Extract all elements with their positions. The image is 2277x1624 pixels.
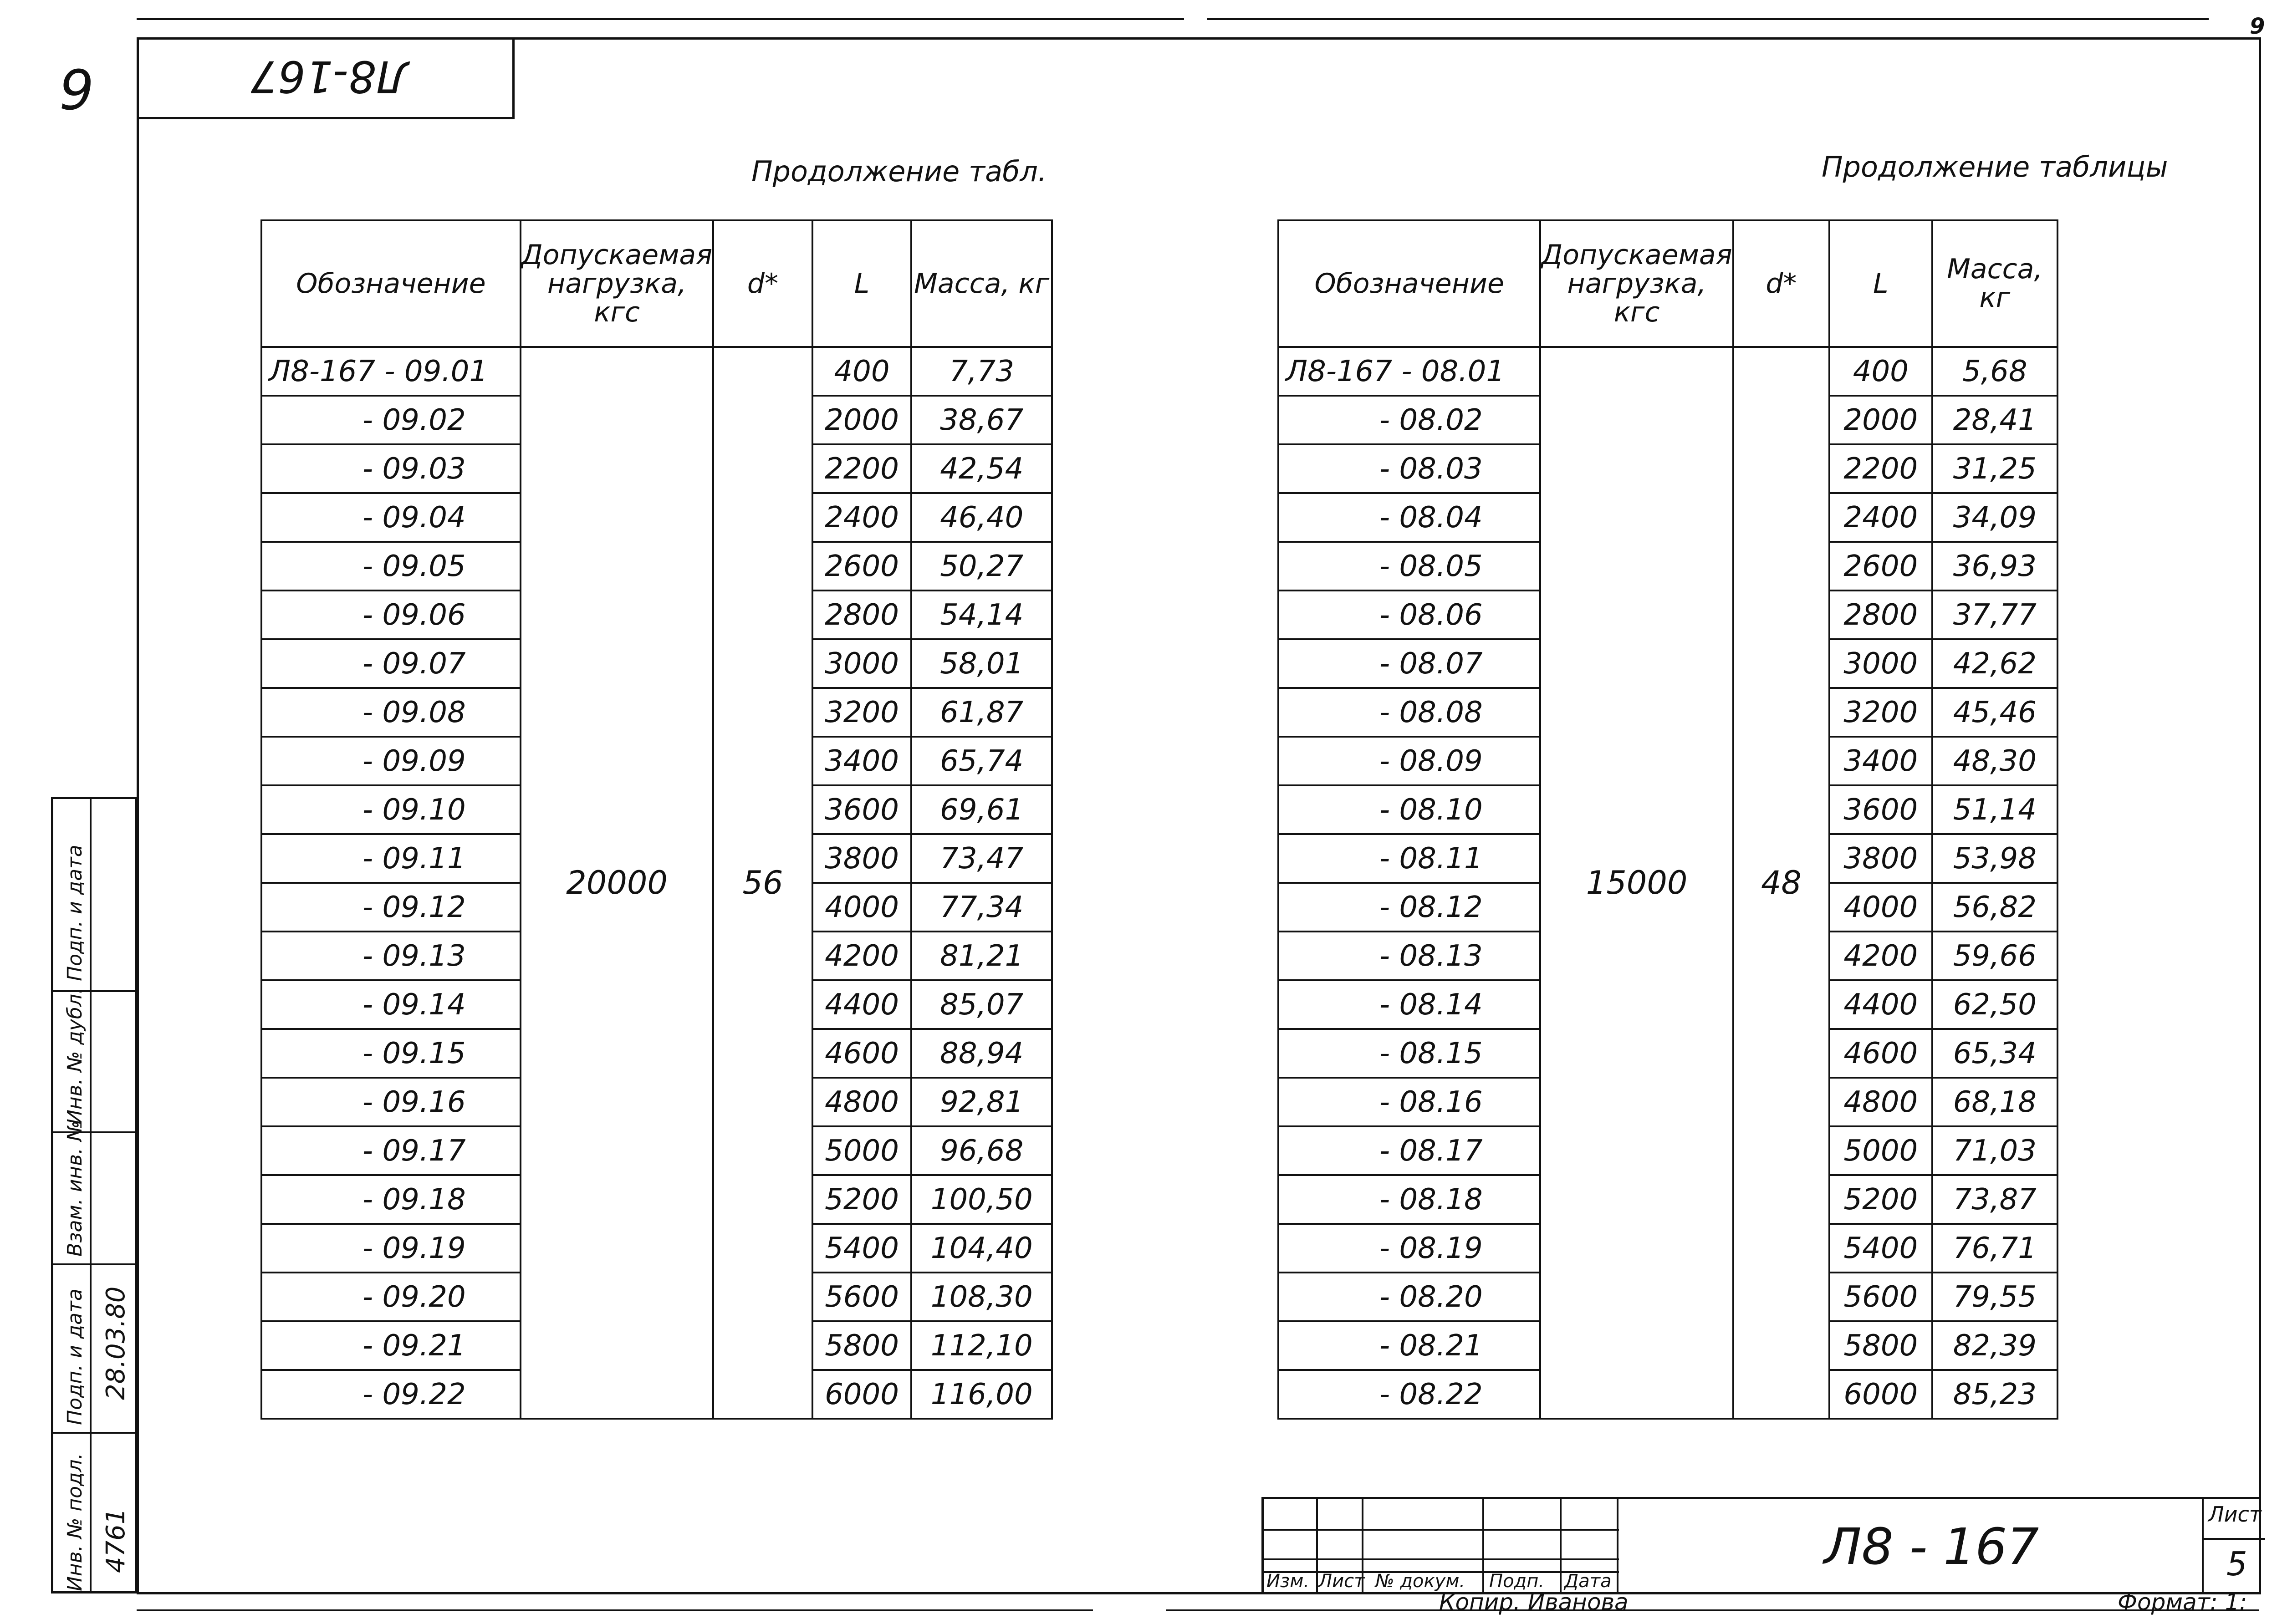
cell-length: 4800 [1829,1078,1932,1126]
cell-mass: 73,87 [1932,1175,2057,1224]
header-allowed-load: Допускаемая нагрузка, кгс [1540,220,1733,347]
cell-length: 5800 [1829,1321,1932,1370]
cell-mass: 81,21 [911,932,1052,980]
cell-length: 5600 [1829,1273,1932,1321]
cell-designation: - 08.13 [1278,932,1540,980]
header-d: d* [1733,220,1829,347]
cell-mass: 85,07 [911,980,1052,1029]
cell-mass: 59,66 [1932,932,2057,980]
label-signature: Подп. [1489,1571,1545,1592]
strip-divider [53,1432,135,1434]
cell-designation: - 09.19 [261,1224,521,1273]
cell-designation: - 09.13 [261,932,521,980]
cell-designation: - 09.09 [261,737,521,785]
cell-designation: - 08.07 [1278,639,1540,688]
label-date: Дата [1564,1571,1612,1592]
cell-length: 3800 [812,834,912,883]
cell-mass: 71,03 [1932,1126,2057,1175]
strip-label-replace-inv: Взам. инв. № [63,1120,87,1257]
top-right-page-number: 9 [2250,14,2265,39]
right-continuation-caption: Продолжение таблицы [1822,150,2168,183]
cell-length: 3200 [812,688,912,737]
cell-length: 2200 [1829,444,1932,493]
cell-designation: - 09.11 [261,834,521,883]
cell-mass: 38,67 [911,396,1052,444]
cell-length: 4000 [812,883,912,932]
cell-mass: 50,27 [911,542,1052,591]
cell-designation: - 08.17 [1278,1126,1540,1175]
cell-length: 3000 [1829,639,1932,688]
cut-line [137,18,1184,20]
sheet-label: Лист [2208,1502,2262,1527]
cell-designation: - 08.12 [1278,883,1540,932]
header-L: L [1829,220,1932,347]
cell-designation: - 08.15 [1278,1029,1540,1078]
cell-length: 3000 [812,639,912,688]
header-designation: Обозначение [1278,220,1540,347]
cell-length: 5400 [812,1224,912,1273]
cell-mass: 85,23 [1932,1370,2057,1419]
document-code: Л8 - 167 [1824,1517,2039,1576]
cell-mass: 58,01 [911,639,1052,688]
cell-length: 3600 [812,785,912,834]
corner-page-number: 9 [59,59,94,122]
cell-length: 400 [1829,347,1932,396]
cell-designation: - 09.20 [261,1273,521,1321]
sheet-cell [2202,1499,2265,1594]
left-continuation-caption: Продолжение табл. [751,155,1047,188]
cell-mass: 96,68 [911,1126,1052,1175]
cell-length: 3400 [1829,737,1932,785]
cell-mass: 31,25 [1932,444,2057,493]
cell-length: 6000 [1829,1370,1932,1419]
cell-mass: 36,93 [1932,542,2057,591]
cell-mass: 108,30 [911,1273,1052,1321]
cell-length: 2400 [1829,493,1932,542]
cell-d: 48 [1733,347,1829,1419]
cell-mass: 42,54 [911,444,1052,493]
strip-inventory-number: 4761 [101,1508,131,1573]
cell-length: 4400 [812,980,912,1029]
cell-designation: - 09.02 [261,396,521,444]
cell-designation: - 09.06 [261,591,521,639]
cell-mass: 112,10 [911,1321,1052,1370]
rotated-stamp-box [137,37,515,119]
cell-length: 2200 [812,444,912,493]
strip-divider [53,1263,135,1265]
cell-mass: 45,46 [1932,688,2057,737]
cell-mass: 34,09 [1932,493,2057,542]
side-registration-strip [51,797,138,1593]
cell-designation: - 08.11 [1278,834,1540,883]
cell-mass: 53,98 [1932,834,2057,883]
cell-length: 4600 [1829,1029,1932,1078]
grid-line [1264,1558,1619,1560]
cell-length: 4600 [812,1029,912,1078]
cell-length: 6000 [812,1370,912,1419]
cell-allowed-load: 20000 [521,347,713,1419]
cell-allowed-load: 15000 [1540,347,1733,1419]
cell-mass: 5,68 [1932,347,2057,396]
cell-designation: - 09.05 [261,542,521,591]
cell-length: 2400 [812,493,912,542]
cell-mass: 37,77 [1932,591,2057,639]
title-block [1261,1497,2261,1594]
cell-length: 5000 [1829,1126,1932,1175]
strip-label-sign-date-1: Подп. и дата [63,845,87,981]
cell-mass: 73,47 [911,834,1052,883]
cell-designation: - 08.02 [1278,396,1540,444]
cell-length: 5600 [812,1273,912,1321]
cell-d: 56 [713,347,812,1419]
header-mass: Масса, кг [911,220,1052,347]
cell-designation: - 08.10 [1278,785,1540,834]
header-allowed-load: Допускаемая нагрузка, кгс [521,220,713,347]
cut-line [1166,1609,2259,1611]
cell-length: 4200 [812,932,912,980]
cell-designation: - 08.05 [1278,542,1540,591]
cut-line [1207,18,2209,20]
cell-designation: - 09.14 [261,980,521,1029]
cell-mass: 48,30 [1932,737,2057,785]
cell-designation: - 09.07 [261,639,521,688]
cut-line [137,1609,1093,1611]
cell-designation: - 09.16 [261,1078,521,1126]
cell-designation: - 08.20 [1278,1273,1540,1321]
cell-designation: - 09.21 [261,1321,521,1370]
right-spec-table [1277,219,2058,1420]
cell-mass: 79,55 [1932,1273,2057,1321]
cell-mass: 61,87 [911,688,1052,737]
cell-mass: 42,62 [1932,639,2057,688]
cell-length: 2000 [1829,396,1932,444]
cell-length: 5400 [1829,1224,1932,1273]
table-row [261,347,1052,396]
cell-length: 4000 [1829,883,1932,932]
format-label: Формат: 1: [2118,1589,2247,1615]
cell-designation: - 08.09 [1278,737,1540,785]
grid-line [1482,1499,1484,1594]
header-L: L [812,220,912,347]
cell-mass: 46,40 [911,493,1052,542]
cell-mass: 54,14 [911,591,1052,639]
cell-designation: - 08.03 [1278,444,1540,493]
cell-designation: - 08.16 [1278,1078,1540,1126]
grid-line [1316,1499,1318,1594]
cell-mass: 88,94 [911,1029,1052,1078]
cell-designation: - 08.06 [1278,591,1540,639]
cell-designation: - 09.22 [261,1370,521,1419]
cell-mass: 82,39 [1932,1321,2057,1370]
label-sheet: Лист [1318,1571,1365,1592]
grid-line [1560,1499,1562,1594]
cell-length: 2800 [1829,591,1932,639]
cell-length: 2600 [1829,542,1932,591]
cell-length: 5000 [812,1126,912,1175]
sheet-number: 5 [2226,1545,2247,1583]
cell-length: 2000 [812,396,912,444]
cell-mass: 116,00 [911,1370,1052,1419]
cell-length: 5200 [812,1175,912,1224]
cell-length: 4800 [812,1078,912,1126]
cell-designation: - 08.18 [1278,1175,1540,1224]
cell-mass: 68,18 [1932,1078,2057,1126]
table-row [1278,347,2057,396]
strip-sign-date-value: 28.03.80 [101,1286,131,1400]
cell-designation: - 09.18 [261,1175,521,1224]
cell-designation: - 08.08 [1278,688,1540,737]
cell-length: 3200 [1829,688,1932,737]
cell-length: 2600 [812,542,912,591]
copier-name: Копир. Иванова [1439,1589,1629,1615]
header-mass: Масса, кг [1932,220,2057,347]
left-spec-table [260,219,1053,1420]
cell-mass: 76,71 [1932,1224,2057,1273]
cell-designation: Л8-167 - 09.01 [261,347,521,396]
cell-mass: 7,73 [911,347,1052,396]
cell-length: 400 [812,347,912,396]
cell-mass: 104,40 [911,1224,1052,1273]
grid-line [1264,1529,1619,1531]
cell-length: 4400 [1829,980,1932,1029]
cell-length: 3800 [1829,834,1932,883]
rotated-stamp-code: Л8-167 [250,51,409,101]
cell-designation: - 08.21 [1278,1321,1540,1370]
cell-length: 5800 [812,1321,912,1370]
cell-designation: - 08.04 [1278,493,1540,542]
strip-label-orig-inv: Инв. № подл. [63,1453,87,1591]
cell-mass: 100,50 [911,1175,1052,1224]
label-change: Изм. [1266,1571,1310,1592]
label-doc-number: № докум. [1375,1571,1465,1592]
cell-length: 4200 [1829,932,1932,980]
header-d: d* [713,220,812,347]
cell-designation: - 09.15 [261,1029,521,1078]
cell-designation: - 09.03 [261,444,521,493]
cell-designation: - 08.22 [1278,1370,1540,1419]
cell-designation: - 09.04 [261,493,521,542]
grid-line [1617,1499,1618,1594]
cell-mass: 56,82 [1932,883,2057,932]
cell-designation: - 09.10 [261,785,521,834]
strip-label-sign-date-2: Подп. и дата [63,1288,87,1425]
sheet-divider [2204,1538,2265,1540]
cell-designation: Л8-167 - 08.01 [1278,347,1540,396]
strip-label-dup-inv: Инв. № дубл. [63,987,87,1125]
cell-mass: 65,74 [911,737,1052,785]
cell-designation: - 08.14 [1278,980,1540,1029]
revision-grid [1264,1499,1619,1594]
cell-mass: 77,34 [911,883,1052,932]
cell-mass: 62,50 [1932,980,2057,1029]
cell-mass: 51,14 [1932,785,2057,834]
cell-mass: 92,81 [911,1078,1052,1126]
cell-length: 5200 [1829,1175,1932,1224]
cell-designation: - 09.17 [261,1126,521,1175]
cell-designation: - 08.19 [1278,1224,1540,1273]
header-designation: Обозначение [261,220,521,347]
cell-mass: 65,34 [1932,1029,2057,1078]
cell-designation: - 09.08 [261,688,521,737]
cell-length: 2800 [812,591,912,639]
cell-mass: 28,41 [1932,396,2057,444]
cell-length: 3600 [1829,785,1932,834]
cell-length: 3400 [812,737,912,785]
cell-designation: - 09.12 [261,883,521,932]
cell-mass: 69,61 [911,785,1052,834]
